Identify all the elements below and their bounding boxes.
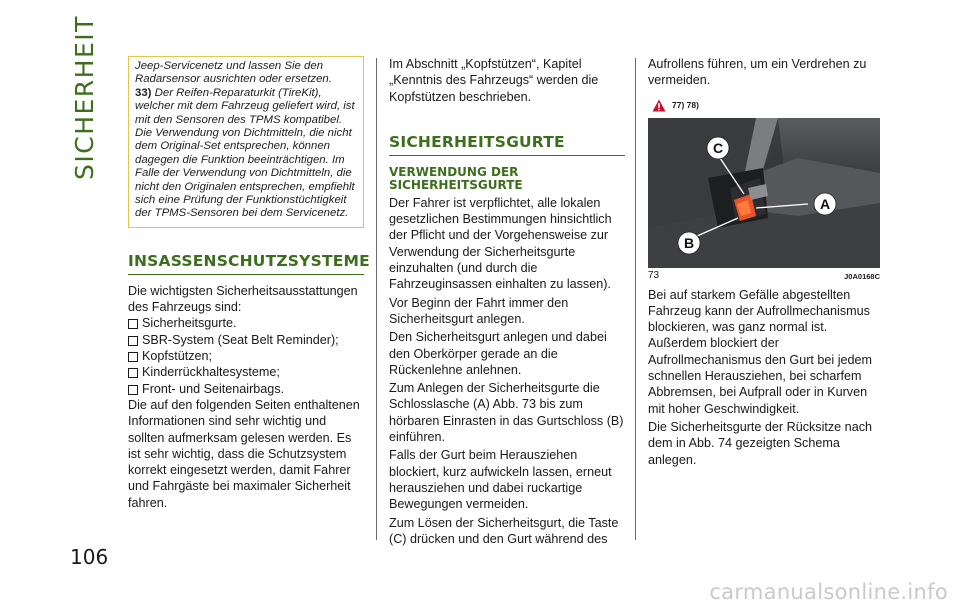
section-heading-sicherheitsgurte: SICHERHEITSGURTE <box>389 133 625 156</box>
list-item <box>128 332 364 348</box>
paragraph: Falls der Gurt beim Herausziehen blockiert, kurz aufwickeln lassen, erneut herausziehen und dabei ruckartige Bewegungen vermeiden. <box>389 448 612 512</box>
checkbox-bullet-icon <box>128 336 138 346</box>
warning-triangle-icon <box>652 99 666 112</box>
checkbox-bullet-icon <box>128 319 138 329</box>
section1-intro: Die wichtigsten Sicherheitsausstattungen des Fahrzeugs sind: <box>128 283 358 315</box>
paragraph: Vor Beginn der Fahrt immer den Sicherheitsgurt anlegen. <box>389 295 569 326</box>
figure-label-a: A <box>819 195 831 212</box>
seatbelt-buckle-illustration <box>648 118 880 268</box>
section1-closing: Die auf den folgenden Seiten enthaltenen Informationen sind sehr wichtig und sollten aufmerksam gelesen werden. Es ist sehr wichtig, dass die Schutzsystem korrekt eingesetzt werden, damit Fahrer und Fahrgäste bei maximaler Sicherheit fahren. <box>128 397 360 510</box>
column-1 <box>128 56 370 511</box>
list-item <box>128 381 364 397</box>
paragraph: Die Sicherheitsgurte der Rücksitze nach dem in Abb. 74 gezeigten Schema anlegen. <box>648 419 872 467</box>
paragraph: Den Sicherheitsgurt anlegen und dabei den Oberkörper gerade an die Rückenlehne anlehnen. <box>389 330 607 377</box>
list-item-label: Kinderrückhaltesysteme; <box>142 365 280 380</box>
column-3 <box>648 56 884 468</box>
note-text <box>135 60 357 221</box>
safety-feature-list <box>128 315 364 396</box>
column-2 <box>389 56 625 547</box>
figure-seatbelt-buckle <box>648 118 880 268</box>
paragraph: Aufrollens führen, um ein Verdrehen zu vermeiden. <box>648 57 867 88</box>
note-number: 33) <box>135 86 152 99</box>
page-number: 106 <box>70 545 109 569</box>
note-text-b: Der Reifen-Reparaturkit (TireKit), welcher mit dem Fahrzeug geliefert wird, ist mit den Sensoren des TPMS kompatibel. Die Verwendung von Dichtmitteln, die nicht dem Original-Set entsprechen, können dagegen die Funktion beeinträchtigen. Im Falle der Verwendung von Dichtmitteln, die nicht den Originalen entsprechen, empfiehlt sich eine Prüfung der Funktionstüchtigkeit der TPMS-Sensoren bei dem Servicenetz. <box>135 86 355 220</box>
headrest-reference: Im Abschnitt „Kopfstützen“, Kapitel „Kenntnis des Fahrzeugs“ werden die Kopfstützen beschrieben. <box>389 57 599 104</box>
list-item <box>128 348 364 364</box>
figure-number: 73 <box>648 269 660 281</box>
figure-label-c: C <box>712 139 724 156</box>
column-divider <box>376 58 377 540</box>
list-item-label: SBR-System (Seat Belt Reminder); <box>142 332 339 347</box>
figure-label-b: B <box>683 234 695 251</box>
list-item <box>128 315 364 331</box>
paragraph: Bei auf starkem Gefälle abgestellten Fahrzeug kann der Aufrollmechanismus blockieren, was ganz normal ist. Außerdem blockiert der Aufrollmechanismus den Gurt bei jedem schnellen Herausziehen, bei scharfem Abbremsen, bei Aufprall oder in Kurven mit hoher Geschwindigkeit. <box>648 287 872 416</box>
paragraph: Zum Lösen der Sicherheitsgurt, die Taste (C) drücken und den Gurt während des <box>389 515 619 546</box>
paragraph: Der Fahrer ist verpflichtet, alle lokalen gesetzlichen Bestimmungen hinsichtlich der Pflicht und der Vorgehensweise zur Verwendung der Sicherheitsgurte einzuhalten (und durch die Fahrzeuginsassen einhalten zu lassen). <box>389 195 612 292</box>
list-item-label: Front- und Seitenairbags. <box>142 381 285 396</box>
figure-caption <box>648 270 880 281</box>
note-text-a: Jeep-Servicenetz und lassen Sie den Radarsensor ausrichten oder ersetzen. <box>135 60 332 86</box>
checkbox-bullet-icon <box>128 368 138 378</box>
list-item-label: Sicherheitsgurte. <box>142 316 237 331</box>
warning-references <box>652 99 884 112</box>
list-item-label: Kopfstützen; <box>142 349 213 364</box>
subheading-verwendung: VERWENDUNG DER SICHERHEITSGURTE <box>389 164 523 193</box>
figure-code: J0A0168C <box>844 271 880 281</box>
checkbox-bullet-icon <box>128 385 138 395</box>
column-divider <box>635 58 636 540</box>
section-heading-insassenschutz: INSASSENSCHUTZSYSTEME <box>128 252 364 275</box>
checkbox-bullet-icon <box>128 352 138 362</box>
note-box <box>128 56 364 228</box>
paragraph: Zum Anlegen der Sicherheitsgurte die Schlosslasche (A) Abb. 73 bis zum hörbaren Einrasten in das Gurtschloss (B) einführen. <box>389 381 624 445</box>
list-item <box>128 364 364 380</box>
warning-ref-numbers: 77) 78) <box>672 100 699 111</box>
chapter-side-title: SICHERHEIT <box>70 15 99 180</box>
watermark-text: carmanualsonline.info <box>709 580 948 604</box>
